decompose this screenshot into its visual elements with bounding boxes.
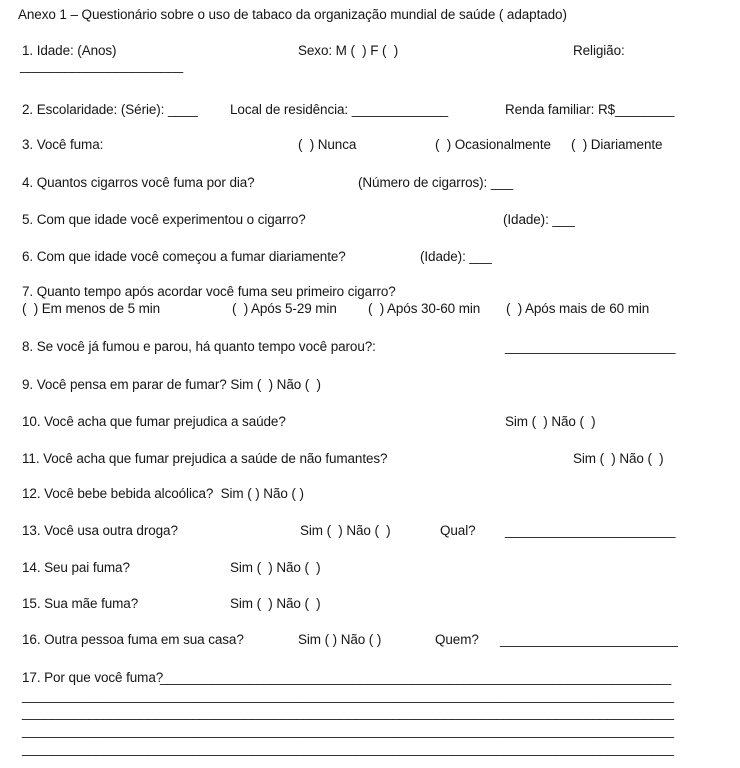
q1-sexo-options: Sexo: M ( ) F ( ) [298,43,399,58]
q7-option-30-60min: ( ) Após 30-60 min [368,301,481,316]
page-title: Anexo 1 – Questionário sobre o uso de tabaco da organização mundial de saúde ( adaptado) [18,7,567,22]
q6-label: 6. Com que idade você começou a fumar diariamente? [22,249,346,264]
q5-label: 5. Com que idade você experimentou o cigarro? [22,212,306,227]
q8-answer-blank: _______________________ [505,339,676,354]
q3-option-nunca: ( ) Nunca [298,137,357,152]
q1-label: 1. Idade: (Anos) [22,43,117,58]
q17-answer-blank: _____________________________________________________________________ [160,670,672,685]
q17-answer-line: ________________________________________________________________________________________ [22,688,674,703]
q10-label: 10. Você acha que fumar prejudica a saúde? [22,414,286,429]
q3-option-ocasionalmente: ( ) Ocasionalmente [435,137,551,152]
q7-option-mais-60min: ( ) Após mais de 60 min [506,301,650,316]
q6-answer-field: (Idade): ___ [420,249,492,264]
q16-quem-label: Quem? [435,632,479,647]
q13-answer-blank: _______________________ [505,523,676,538]
q2-residencia-field: Local de residência: _____________ [230,102,449,117]
q14-label: 14. Seu pai fuma? [22,560,130,575]
q4-label: 4. Quantos cigarros você fuma por dia? [22,175,255,190]
q2-label: 2. Escolaridade: (Série): ____ [22,102,198,117]
q17-answer-line: ________________________________________________________________________________________ [22,741,674,756]
q14-answer-options: Sim ( ) Não ( ) [230,560,321,575]
q10-answer-options: Sim ( ) Não ( ) [505,414,596,429]
q1-answer-blank: ______________________ [20,58,183,73]
q1-religiao-label: Religião: [573,43,625,58]
q7-option-menos-5min: ( ) Em menos de 5 min [22,301,161,316]
q16-answer-options: Sim ( ) Não ( ) [298,632,382,647]
q5-answer-field: (Idade): ___ [503,212,575,227]
q17-label: 17. Por que você fuma? [22,670,164,685]
q11-label: 11. Você acha que fumar prejudica a saúde de não fumantes? [22,451,388,466]
q2-renda-field: Renda familiar: R$________ [505,102,675,117]
q3-label: 3. Você fuma: [22,137,104,152]
q8-label: 8. Se você já fumou e parou, há quanto tempo você parou?: [22,339,376,354]
q9-label: 9. Você pensa em parar de fumar? Sim ( ) Não ( ) [22,377,321,392]
q17-answer-line: ________________________________________________________________________________________ [22,705,674,720]
q12-label: 12. Você bebe bebida alcoólica? Sim ( ) Não ( ) [22,486,304,501]
q17-answer-line: ________________________________________________________________________________________ [22,723,674,738]
q3-option-diariamente: ( ) Diariamente [571,137,663,152]
q13-qual-label: Qual? [440,523,476,538]
q13-answer-options: Sim ( ) Não ( ) [300,523,391,538]
q15-answer-options: Sim ( ) Não ( ) [230,596,321,611]
q16-label: 16. Outra pessoa fuma em sua casa? [22,632,244,647]
q11-answer-options: Sim ( ) Não ( ) [573,451,664,466]
q13-label: 13. Você usa outra droga? [22,523,178,538]
q16-answer-blank: ________________________ [500,632,678,647]
q4-answer-field: (Número de cigarros): ___ [358,175,514,190]
q7-option-5-29min: ( ) Após 5-29 min [232,301,337,316]
q15-label: 15. Sua mãe fuma? [22,596,139,611]
q7-label: 7. Quanto tempo após acordar você fuma seu primeiro cigarro? [22,284,396,299]
